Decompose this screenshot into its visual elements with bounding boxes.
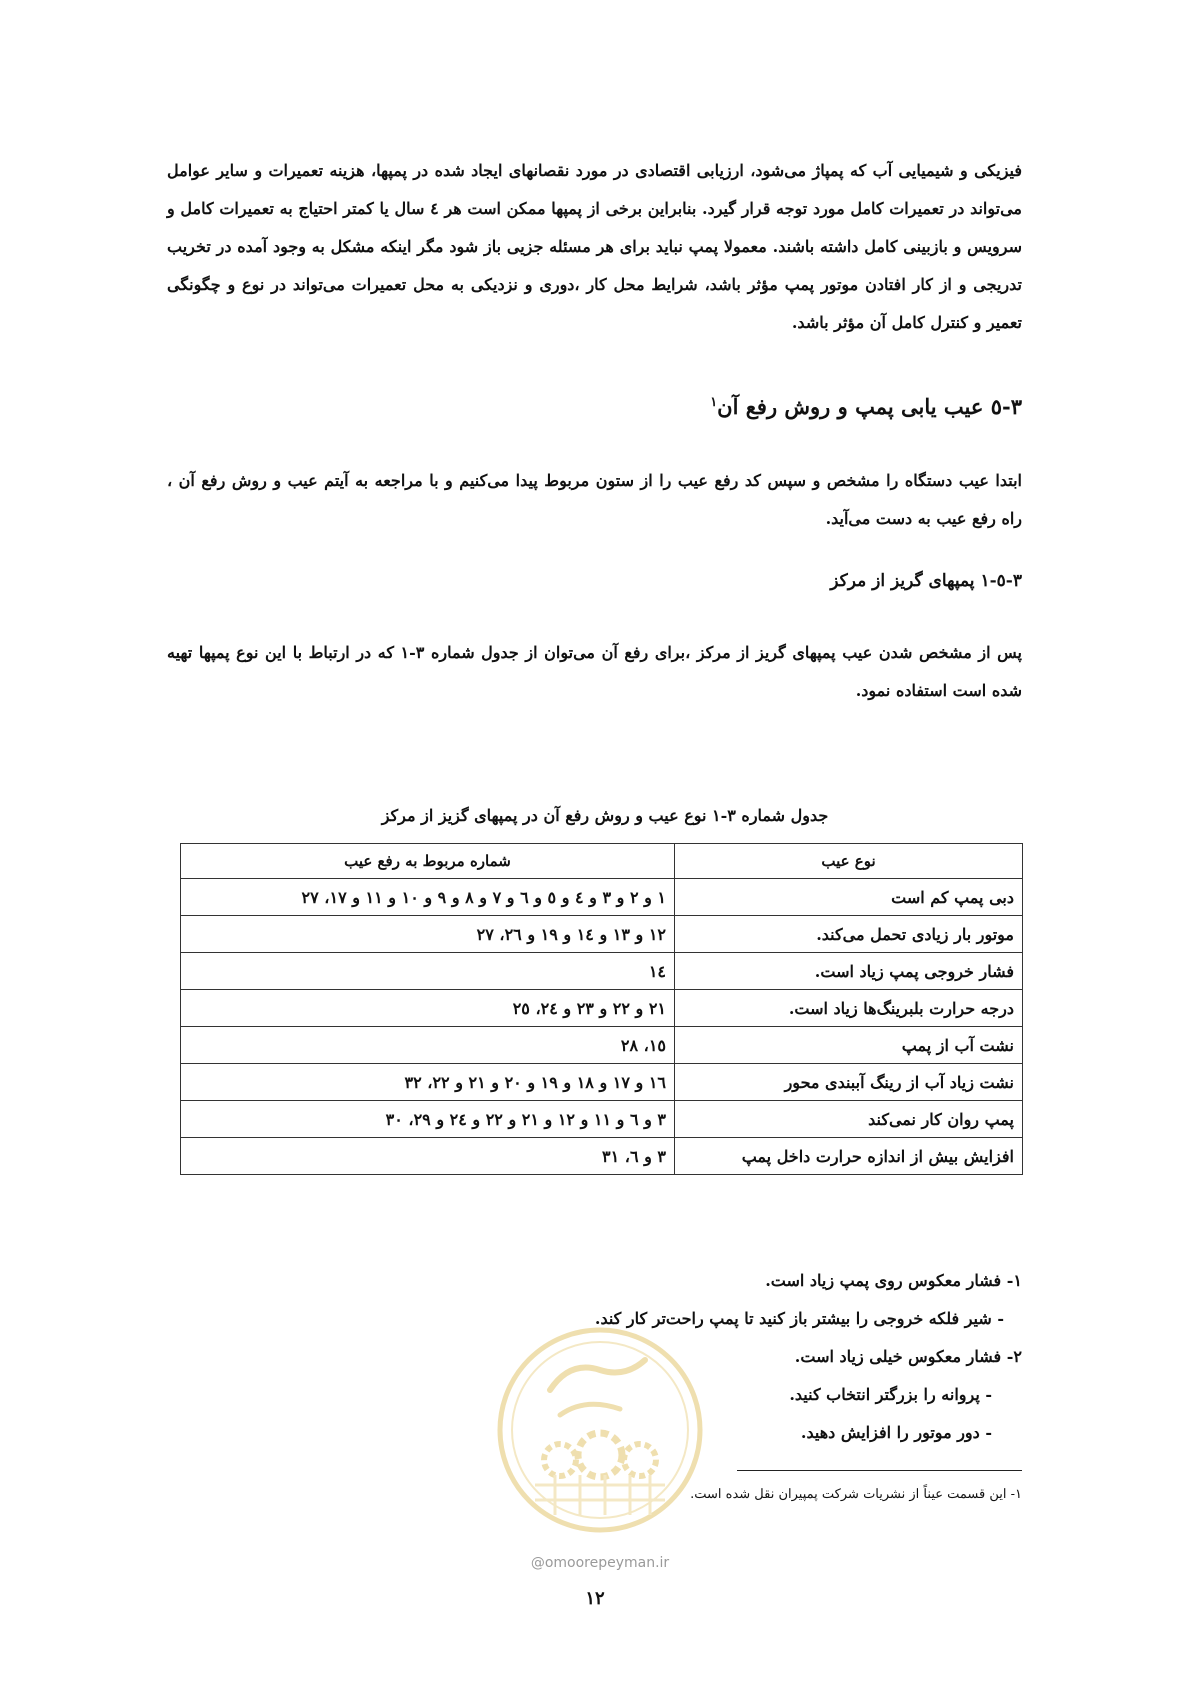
fault-cell: پمپ روان کار نمی‌کند [675,1101,1023,1138]
remedy-item-2-sub-2: - دور موتور را افزایش دهید. [800,1423,992,1442]
table-row [181,1027,1023,1064]
table-row [181,879,1023,916]
codes-cell: ٣ و ٦، ٣١ [181,1138,675,1175]
codes-cell: ١٦ و ١٧ و ١٨ و ١٩ و ٢٠ و ٢١ و ٢٢، ٣٢ [181,1064,675,1101]
fault-cell: دبی پمپ کم است [675,879,1023,916]
watermark-site: @omoorepeyman.ir [530,1555,670,1571]
table-caption: جدول شماره ٣-١ نوع عیب و روش رفع آن در پمپهای گزیز از مرکز [381,806,829,825]
table-header-row [181,844,1023,879]
fault-cell: نشت زیاد آب از رینگ آببندی محور [675,1064,1023,1101]
codes-cell: ١٥، ٢٨ [181,1027,675,1064]
section-paragraph: ابتدا عیب دستگاه را مشخص و سپس کد رفع عیب را از ستون مربوط پیدا می‌کنیم و با مراجعه به آیتم عیب و روش رفع آن ، راه رفع عیب به دست می‌آید. [167,471,1022,528]
footnote: ١- این قسمت عیناً از نشریات شرکت پمپیران نقل شده است. [690,1487,1022,1502]
table-row [181,990,1023,1027]
intro-paragraph: فیزیکی و شیمیایی آب که پمپاژ می‌شود، ارزیابی اقتصادی در مورد نقصانهای ایجاد شده در پمپها، هزینه تعمیرات و سایر عوامل می‌تواند در تعمیرات کامل مورد توجه قرار گیرد. بنابراین برخی از پمپها ممکن است هر ٤ سال یا کمتر احتیاج به تعمیرات کامل و سرویس و بازبینی کامل داشته باشند. معمولا پمپ نباید برای هر مسئله جزیی باز شود مگر اینکه مشکل به وجود آمده در تخریب تدریجی و از کار افتادن موتور پمپ مؤثر باشد، شرایط محل کار ،دوری و نزدیکی به محل تعمیرات می‌تواند در نوع و چگونگی تعمیر و کنترل کامل آن مؤثر باشد. [167,161,1022,332]
table-row [181,916,1023,953]
codes-cell: ١ و ٢ و ٣ و ٤ و ٥ و ٦ و ٧ و ٨ و ٩ و ١٠ و ١١ و ١٧، ٢٧ [181,879,675,916]
remedy-list [595,1262,1022,1452]
page-number: ١٢ [585,1588,605,1609]
section-heading [710,394,1022,419]
remedy-item-1-sub-1: - شیر فلکه خروجی را بیشتر باز کنید تا پمپ راحت‌تر کار کند. [594,1309,1004,1328]
codes-cell: ٢١ و ٢٢ و ٢٣ و ٢٤، ٢٥ [181,990,675,1027]
table-row [181,1101,1023,1138]
fault-table [180,843,1023,1175]
remedy-item-2: ٢- فشار معکوس خیلی زیاد است. [794,1347,1022,1366]
header-codes: شماره مربوط به رفع عیب [181,844,675,879]
fault-cell: درجه حرارت بلبرینگ‌ها زیاد است. [675,990,1023,1027]
table-row [181,1138,1023,1175]
section-heading-text: ٣-٥ عیب یابی پمپ و روش رفع آن [717,394,1022,419]
footnote-divider [737,1470,1022,1471]
subsection-heading: ٣-٥-١ پمپهای گریز از مرکز [830,571,1022,591]
table-row [181,953,1023,990]
fault-cell: نشت آب از پمپ [675,1027,1023,1064]
remedy-item-1: ١- فشار معکوس روی پمپ زیاد است. [765,1271,1022,1290]
header-fault: نوع عیب [675,844,1023,879]
fault-cell: موتور بار زیادی تحمل می‌کند. [675,916,1023,953]
remedy-item-2-sub-1: - پروانه را بزرگتر انتخاب کنید. [789,1385,992,1404]
fault-cell: فشار خروجی پمپ زیاد است. [675,953,1023,990]
table-row [181,1064,1023,1101]
subsection-paragraph: پس از مشخص شدن عیب پمپهای گریز از مرکز ،برای رفع آن می‌توان از جدول شماره ٣-١ که در ارتباط با این نوع پمپها تهیه شده است استفاده نمود. [167,643,1022,700]
codes-cell: ٣ و ٦ و ١١ و ١٢ و ٢١ و ٢٢ و ٢٤ و ٢٩، ٣٠ [181,1101,675,1138]
fault-cell: افزایش بیش از اندازه حرارت داخل پمپ [675,1138,1023,1175]
section-heading-footnote-mark: ١ [710,395,718,410]
codes-cell: ١٤ [181,953,675,990]
codes-cell: ١٢ و ١٣ و ١٤ و ١٩ و ٢٦، ٢٧ [181,916,675,953]
